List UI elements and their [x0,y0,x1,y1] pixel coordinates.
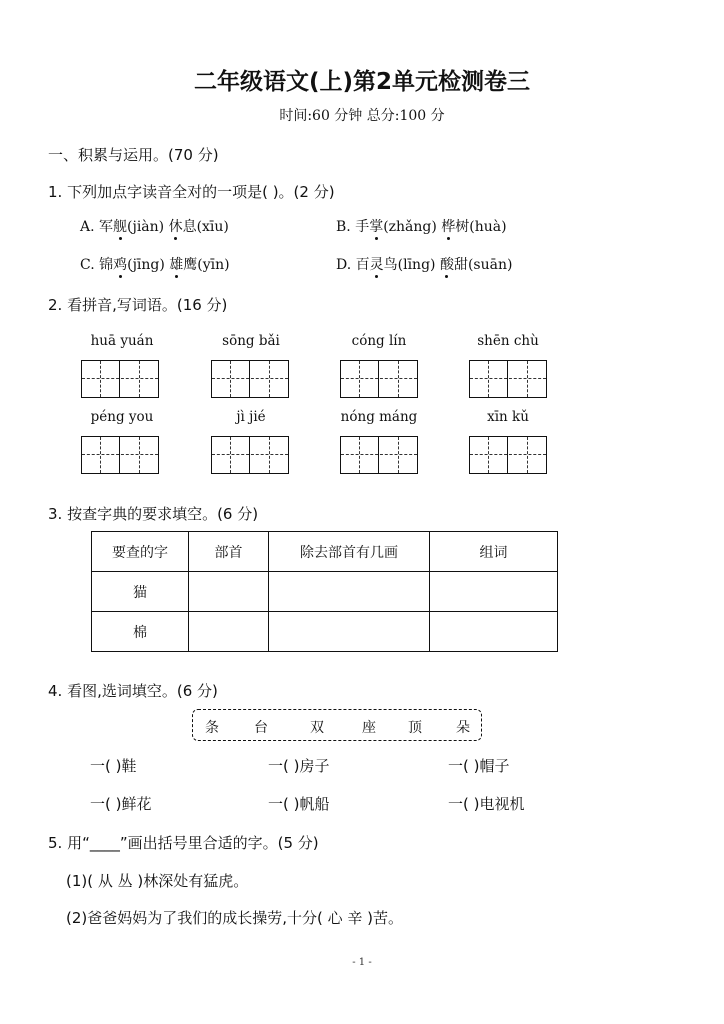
table-cell: 猫 [92,572,189,612]
word-bank [192,709,482,741]
q1-option-b [336,216,507,236]
q5-item[interactable]: (1)( 从 丛 )林深处有猛虎。 [66,872,249,890]
writing-grid[interactable] [469,436,547,474]
pinyin-prompt: sōng bǎi [222,333,280,349]
pinyin-prompt: jì jié [236,409,266,425]
q5-stem: 5. 用“____”画出括号里合适的字。(5 分) [48,834,319,852]
q4-stem: 4. 看图,选词填空。(6 分) [48,682,218,700]
pinyin-prompt: xīn kǔ [487,409,529,425]
answer-cell[interactable] [430,572,558,612]
option-text: 树(huà) [455,219,507,235]
option-text: 鹰(yīn) [183,257,230,273]
dotted-char: 舰 [113,216,127,236]
table-header: 除去部首有几画 [269,532,430,572]
dotted-char: 雄 [169,254,183,274]
writing-grid[interactable] [81,360,159,398]
fill-blank[interactable]: 一( )鞋 [90,757,137,775]
option-text: 鸟(līng) [383,257,440,273]
dotted-char: 休 [169,216,183,236]
fill-blank[interactable]: 一( )电视机 [448,795,525,813]
table-header: 组词 [430,532,558,572]
answer-cell[interactable] [269,612,430,652]
pinyin-prompt: huā yuán [90,333,154,349]
dotted-char: 酸 [440,254,454,274]
option-text: (jiàn) [127,219,169,235]
page-number: - 1 - [352,957,372,968]
option-text: B. 手 [336,219,370,235]
writing-grid[interactable] [340,360,418,398]
q1-option-d [336,254,512,274]
table-header-row [92,532,558,572]
writing-grid[interactable] [211,360,289,398]
table-header: 要查的字 [92,532,189,572]
q5-item[interactable]: (2)爸爸妈妈为了我们的成长操劳,十分( 心 辛 )苦。 [66,909,404,927]
pinyin-prompt: shēn chù [477,333,539,349]
pinyin-prompt: cóng lín [351,333,407,349]
table-cell: 棉 [92,612,189,652]
table-row [92,572,558,612]
q1-stem: 1. 下列加点字读音全对的一项是( )。(2 分) [48,183,335,201]
word-option: 双 [310,720,324,736]
fill-blank[interactable]: 一( )房子 [268,757,330,775]
dotted-char: 灵 [370,254,384,274]
option-text: (jīng) [127,257,170,273]
section-1-heading: 一、积累与运用。(70 分) [48,146,219,164]
answer-cell[interactable] [189,572,269,612]
word-option: 台 [254,720,268,736]
writing-grid[interactable] [81,436,159,474]
writing-grid[interactable] [211,436,289,474]
pinyin-prompt: nóng máng [340,409,418,425]
word-option: 座 [362,720,376,736]
answer-cell[interactable] [430,612,558,652]
answer-cell[interactable] [269,572,430,612]
option-text: C. 锦 [80,257,114,273]
fill-blank[interactable]: 一( )鲜花 [90,795,152,813]
answer-cell[interactable] [189,612,269,652]
word-option: 条 [205,720,219,736]
q2-stem: 2. 看拼音,写词语。(16 分) [48,296,228,314]
option-text: (zhǎng) [383,219,442,235]
dotted-char: 桦 [441,216,455,236]
dictionary-table [91,531,558,652]
option-text: D. 百 [336,257,370,273]
option-text: 息(xīu) [182,219,229,235]
word-option: 朵 [456,720,470,736]
q1-option-a [80,216,229,236]
q3-stem: 3. 按查字典的要求填空。(6 分) [48,505,259,523]
q1-option-c [80,254,230,274]
table-row [92,612,558,652]
pinyin-prompt: péng you [90,409,154,425]
fill-blank[interactable]: 一( )帆船 [268,795,330,813]
fill-blank[interactable]: 一( )帽子 [448,757,510,775]
writing-grid[interactable] [340,436,418,474]
option-text: A. 军 [80,219,114,235]
exam-info: 时间:60 分钟 总分:100 分 [279,108,445,124]
writing-grid[interactable] [469,360,547,398]
dotted-char: 掌 [369,216,383,236]
word-option: 顶 [408,720,422,736]
dotted-char: 鸡 [113,254,127,274]
option-text: 甜(suān) [453,257,513,273]
page-title: 二年级语文(上)第2单元检测卷三 [193,69,531,95]
table-header: 部首 [189,532,269,572]
